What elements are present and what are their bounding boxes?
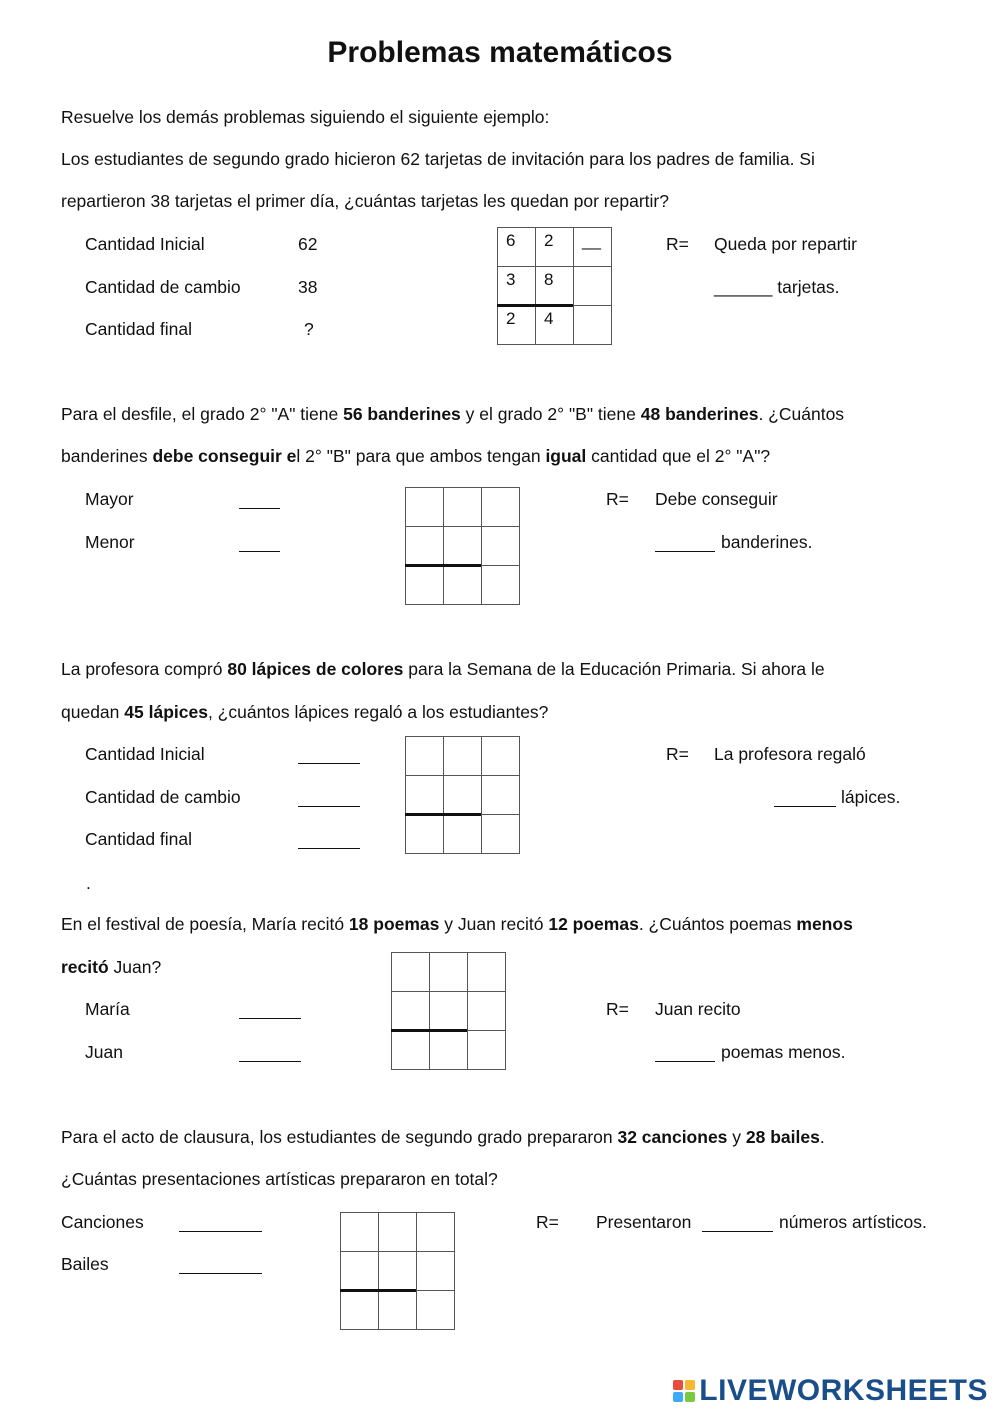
grid-cell[interactable]: [341, 1213, 379, 1252]
grid-cell[interactable]: [482, 488, 520, 527]
grid-cell[interactable]: [430, 953, 468, 992]
problem1-menor-input[interactable]: [239, 533, 280, 552]
page-title: Problemas matemáticos: [327, 36, 673, 69]
problem4-label-canciones: Canciones: [61, 1212, 144, 1232]
grid-cell: 6: [498, 228, 536, 267]
example-label-change: Cantidad de cambio: [85, 277, 241, 297]
problem2-subtraction-grid[interactable]: [405, 736, 520, 854]
problem4-bailes-input[interactable]: [179, 1255, 262, 1274]
grid-cell: __: [574, 228, 612, 267]
grid-cell[interactable]: [341, 1252, 379, 1291]
problem4-label-bailes: Bailes: [61, 1254, 109, 1274]
problem3-answer-prefix: R=: [606, 999, 629, 1019]
problem3-maria-input[interactable]: [239, 1000, 301, 1019]
problem2-answer-input[interactable]: [774, 788, 836, 807]
grid-cell: [574, 267, 612, 306]
problem3-juan-input[interactable]: [239, 1043, 301, 1062]
grid-cell[interactable]: [482, 527, 520, 566]
problem3-label-juan: Juan: [85, 1042, 123, 1062]
grid-cell[interactable]: [379, 1291, 417, 1330]
grid-cell[interactable]: [392, 953, 430, 992]
grid-cell[interactable]: [392, 1031, 430, 1070]
problem1-answer-line1: Debe conseguir: [655, 489, 778, 509]
problem4-canciones-input[interactable]: [179, 1213, 262, 1232]
problem2-answer-prefix: R=: [666, 744, 689, 764]
problem4-addition-grid[interactable]: [340, 1212, 455, 1330]
problem2-answer-line1: La profesora regaló: [714, 744, 866, 764]
grid-cell: [574, 306, 612, 345]
grid-cell[interactable]: [379, 1252, 417, 1291]
grid-cell[interactable]: [482, 566, 520, 605]
example-value-final: ?: [304, 319, 314, 339]
grid-cell[interactable]: [417, 1252, 455, 1291]
grid-cell[interactable]: [444, 737, 482, 776]
problem1-label-mayor: Mayor: [85, 489, 134, 509]
problem1-answer-prefix: R=: [606, 489, 629, 509]
grid-cell[interactable]: [406, 488, 444, 527]
grid-cell[interactable]: [468, 992, 506, 1031]
problem4-answer-input[interactable]: [702, 1213, 773, 1232]
brand-text: LIVEWORKSHEETS: [699, 1374, 988, 1407]
example-subtraction-grid: [497, 227, 612, 345]
example-result-line: [497, 304, 573, 307]
grid-cell[interactable]: [444, 776, 482, 815]
problem4-answer-b: números artísticos.: [779, 1212, 927, 1232]
grid-cell[interactable]: [379, 1213, 417, 1252]
grid-cell[interactable]: [430, 1031, 468, 1070]
problem2-change-input[interactable]: [298, 788, 360, 807]
stray-dot: .: [86, 873, 91, 893]
grid-cell[interactable]: [444, 815, 482, 854]
grid-cell[interactable]: [417, 1291, 455, 1330]
problem4-text-line1: Para el acto de clausura, los estudiantes de segundo grado prepararon 32 canciones y 28 bailes.: [61, 1127, 825, 1147]
problem4-answer-a: Presentaron: [596, 1212, 692, 1232]
example-answer-line2: ______ tarjetas.: [714, 277, 840, 297]
grid-cell[interactable]: [482, 815, 520, 854]
grid-cell[interactable]: [392, 992, 430, 1031]
example-label-final: Cantidad final: [85, 319, 193, 339]
problem2-text-line1: La profesora compró 80 lápices de colores para la Semana de la Educación Primaria. Si ahora le: [61, 659, 825, 679]
problem3-text-line2: recitó Juan?: [61, 957, 162, 977]
problem4-result-line: [340, 1289, 416, 1292]
grid-cell: 2: [536, 228, 574, 267]
grid-cell: 2: [498, 306, 536, 345]
problem1-subtraction-grid[interactable]: [405, 487, 520, 605]
grid-cell: 8: [536, 267, 574, 306]
grid-cell[interactable]: [406, 737, 444, 776]
grid-cell: 3: [498, 267, 536, 306]
grid-cell[interactable]: [341, 1291, 379, 1330]
grid-cell[interactable]: [406, 815, 444, 854]
problem3-answer-line2: poemas menos.: [721, 1042, 846, 1062]
grid-cell[interactable]: [468, 1031, 506, 1070]
grid-cell[interactable]: [406, 566, 444, 605]
problem1-result-line: [405, 564, 481, 567]
problem2-result-line: [405, 813, 481, 816]
example-value-change: 38: [298, 277, 318, 297]
example-answer-line1: Queda por repartir: [714, 234, 857, 254]
grid-cell: 4: [536, 306, 574, 345]
problem3-answer-input[interactable]: [655, 1043, 715, 1062]
problem2-label-initial: Cantidad Inicial: [85, 744, 205, 764]
liveworksheets-logo-icon: [673, 1380, 695, 1402]
problem1-answer-input[interactable]: [655, 533, 715, 552]
problem4-answer-prefix: R=: [536, 1212, 559, 1232]
problem3-label-maria: María: [85, 999, 130, 1019]
example-value-initial: 62: [298, 234, 318, 254]
grid-cell[interactable]: [430, 992, 468, 1031]
instruction-text: Resuelve los demás problemas siguiendo el siguiente ejemplo:: [61, 107, 550, 127]
problem3-answer-line1: Juan recito: [655, 999, 741, 1019]
grid-cell[interactable]: [417, 1213, 455, 1252]
problem2-initial-input[interactable]: [298, 745, 360, 764]
problem3-result-line: [391, 1029, 467, 1032]
problem1-text-line2: banderines debe conseguir el 2° "B" para que ambos tengan igual cantidad que el 2° "A"?: [61, 446, 771, 466]
problem1-mayor-input[interactable]: [239, 490, 280, 509]
problem4-text-line2: ¿Cuántas presentaciones artísticas prepararon en total?: [61, 1169, 498, 1189]
example-text-line1: Los estudiantes de segundo grado hicieron 62 tarjetas de invitación para los padres de familia. Si: [61, 149, 815, 169]
grid-cell[interactable]: [482, 776, 520, 815]
grid-cell[interactable]: [406, 776, 444, 815]
example-text-line2: repartieron 38 tarjetas el primer día, ¿cuántas tarjetas les quedan por repartir?: [61, 191, 669, 211]
liveworksheets-logo: [673, 1374, 988, 1408]
problem1-answer-line2: banderines.: [721, 532, 813, 552]
grid-cell[interactable]: [444, 488, 482, 527]
problem2-answer-line2: lápices.: [841, 787, 901, 807]
problem1-label-menor: Menor: [85, 532, 135, 552]
problem2-text-line2: quedan 45 lápices, ¿cuántos lápices regaló a los estudiantes?: [61, 702, 549, 722]
problem3-text-line1: En el festival de poesía, María recitó 18 poemas y Juan recitó 12 poemas. ¿Cuántos poemas menos: [61, 914, 853, 934]
problem2-label-change: Cantidad de cambio: [85, 787, 241, 807]
problem2-final-input[interactable]: [298, 830, 360, 849]
problem1-text-line1: Para el desfile, el grado 2° "A" tiene 56 banderines y el grado 2° "B" tiene 48 banderines. ¿Cuántos: [61, 404, 845, 424]
grid-cell[interactable]: [406, 527, 444, 566]
grid-cell[interactable]: [482, 737, 520, 776]
problem2-label-final: Cantidad final: [85, 829, 193, 849]
grid-cell[interactable]: [444, 566, 482, 605]
grid-cell[interactable]: [468, 953, 506, 992]
grid-cell[interactable]: [444, 527, 482, 566]
problem3-subtraction-grid[interactable]: [391, 952, 506, 1070]
example-answer-prefix: R=: [666, 234, 689, 254]
example-label-initial: Cantidad Inicial: [85, 234, 205, 254]
